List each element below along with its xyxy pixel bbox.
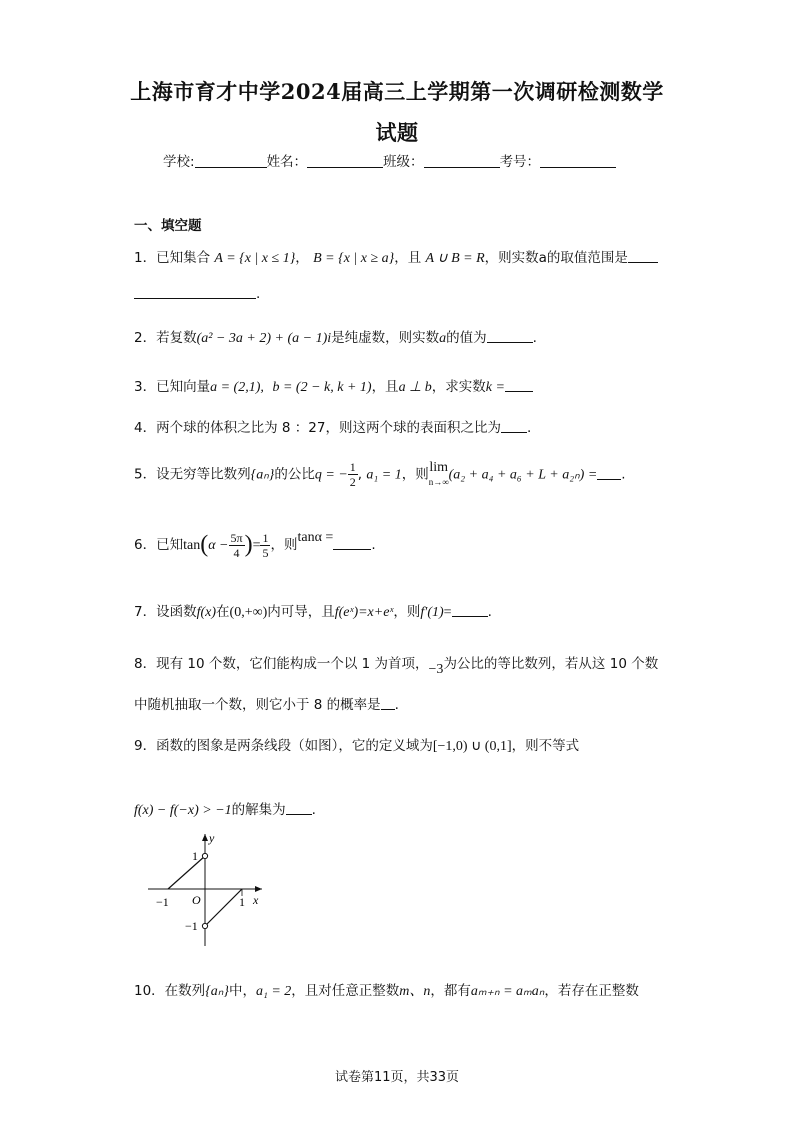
q3-vector-a: a = (2,1), [210,380,264,395]
q9-inequality: f(x) − f(−x) > −1 [134,803,232,818]
tick-label-x-neg: −1 [156,895,169,909]
q2-end: . [532,330,537,346]
question-10 [134,979,639,1000]
q6-answer-blank[interactable] [333,537,371,550]
open-point-top [202,853,207,858]
q2-expr: (a² − 3a + 2) + (a − 1)i [196,331,332,346]
origin-label: O [192,893,201,907]
q1-tail: ，则实数a的取值范围是 [484,250,628,266]
q6-num: 6．已知 [134,537,184,553]
q5-lim [429,461,449,489]
q2-text: 是纯虚数，则实数 [331,330,440,346]
q8-end: . [394,697,399,713]
q2-answer-blank[interactable] [487,330,533,343]
q10-mn: m、n [399,984,431,999]
q8-answer-blank[interactable] [381,697,395,710]
q3-vector-b: b = (2 − k, k + 1) [272,380,372,395]
q7-eq: f(eˣ)=x+eˣ [334,605,394,620]
tick-label-y-neg: −1 [185,919,198,933]
question-7 [134,600,492,621]
q9-line1: 9．函数的图象是两条线段（如图），它的定义域为 [134,738,433,754]
student-info-line [163,150,616,170]
graph-segment-right [205,889,242,926]
question-8-cont [134,693,399,713]
q5-ratio: 的公比 [274,466,315,483]
q3-num: 3．已知向量 [134,379,211,395]
q1-set-a: A = {x | x ≤ 1} [214,251,296,266]
q2-var: a [439,331,447,346]
name-label: 姓名： [266,154,308,170]
exam-no-blank[interactable] [540,153,616,168]
q10-in: 中， [228,983,256,999]
q7-tail: = [443,605,452,620]
q7-end: . [487,604,492,620]
q3-mid: ，且 [371,379,399,395]
q6-frac1 [229,531,245,560]
q4-end: . [526,420,532,436]
question-4 [134,416,531,436]
q7-then: ，则 [393,604,421,620]
q8-line1a: 8．现有 10 个数，它们能构成一个以 1 为首项， [134,656,429,672]
q6-eq: = [252,538,261,553]
q9-domain: [−1,0) ∪ (0,1] [432,739,512,754]
q2-tail: 的值为 [446,330,487,346]
q10-seq: {aₙ} [205,984,229,999]
q8-line2: 中随机抽取一个数，则它小于 8 的概率是 [134,697,381,713]
exam-no-label: 考号： [499,154,541,170]
q6-tan-alpha: tanα = [297,530,334,545]
q5-q: q = − [314,467,348,483]
q6-frac2-num: 1 [262,530,269,545]
q10-num: 10．在数列 [134,983,206,999]
q10-relation: aₘ₊ₙ = aₘaₙ [470,984,545,999]
q4-answer-blank[interactable] [501,420,527,433]
question-6 [134,530,376,560]
question-2 [134,326,537,347]
y-axis-arrow [202,834,208,841]
graph-segment-left [168,856,205,889]
q10-have: ，都有 [430,983,471,999]
q6-paren-open: ( [200,531,209,558]
question-9 [134,734,579,755]
q9-answer-blank[interactable] [286,802,312,815]
page-footer: 试卷第11页，共33页 [334,1070,460,1085]
x-axis-label: x [253,893,259,907]
q10-tail: ，若存在正整数 [544,983,639,999]
x-axis-arrow [255,886,262,892]
q7-diff: 内可导，且 [267,604,335,620]
q7-num: 7．设函数 [134,604,197,620]
q10-text: ，且对任意正整数 [291,983,400,999]
q1-union: A ∪ B = R [425,251,485,266]
function-graph [140,830,270,950]
q3-answer-blank[interactable] [505,379,533,392]
q5-answer-blank[interactable] [597,467,621,480]
q6-frac2-den: 5 [262,545,269,560]
q5-lim-word: lim [429,459,448,475]
q9-line2: 的解集为 [231,802,286,818]
q1-comma: ， [295,250,309,266]
tick-label-y-pos: 1 [192,849,198,863]
q1-set-b: B = {x | x ≥ a} [313,251,395,266]
q5-fraction [348,460,358,489]
q6-frac2 [260,531,270,560]
q6-frac1-num: 5π [230,530,243,545]
q5-then: ，则 [401,466,429,483]
exam-title-line2: 试题 [375,120,419,145]
open-point-bottom [202,923,207,928]
q6-then: ，则 [270,537,298,553]
q5-a1: a₁ = 1 [366,467,402,483]
q7-interval: (0,+∞) [229,605,268,620]
question-9-cont [134,798,316,819]
q5-lim-sub: n→∞ [428,476,449,487]
q9-line1b: ，则不等式 [511,738,580,754]
q8-ratio: −3 [428,662,444,677]
q6-tan: tan [183,538,201,553]
q6-frac1-den: 4 [233,545,240,560]
q3-k: k = [485,380,505,395]
name-blank[interactable] [307,153,383,168]
q4-text: 4．两个球的体积之比为 8 ：27，则这两个球的表面积之比为 [134,420,501,436]
q3-tail: ，求实数 [431,379,486,395]
q7-answer-blank[interactable] [452,604,488,617]
q1-answer-blank-2[interactable] [134,286,256,299]
y-axis-label: y [209,831,215,845]
q6-end: . [371,537,376,553]
q5-frac-num: 1 [349,460,356,474]
q1-cond: ，且 [394,250,422,266]
q5-expr: (a₂ + a₄ + a₆ + L + a₂ₙ) = [448,467,598,483]
class-blank[interactable] [424,153,500,168]
school-blank[interactable] [195,153,267,168]
question-5: 5．设无穷等比数列{aₙ}的公比q = − $\frac{1}{2}$ , a₁ = 1，则 lim n→∞ (a₂ + a₄ + a₆ + L + a₂ₙ) = . [134,459,626,489]
question-1-cont [134,286,260,302]
q6-alpha: α − [208,538,229,553]
q5-num: 5．设无穷等比数列 [134,466,251,483]
q10-a1: a₁ = 2 [255,984,292,999]
q2-num: 2．若复数 [134,330,197,346]
section-heading: 一、填空题 [134,218,202,234]
q9-end: . [311,802,316,818]
question-1 [134,246,658,267]
q7-in: 在 [216,604,230,620]
exam-title-line1: 上海市育才中学2024届高三上学期第一次调研检测数学 [130,79,664,104]
school-label: 学校: [163,154,195,170]
q1-answer-blank[interactable] [628,250,658,263]
question-8 [134,652,658,678]
q5-frac-den: 2 [349,475,356,489]
tick-label-x-pos: 1 [239,895,245,909]
q3-perp: a ⊥ b [398,380,432,395]
q1-end: . [256,286,261,302]
q5-end: . [621,466,626,483]
q8-line1b: 为公比的等比数列，若从这 10 个数 [443,656,659,672]
question-3 [134,375,533,396]
class-label: 班级： [383,154,424,170]
q5-seq: {aₙ} [250,467,275,483]
q6-paren-close: ) [244,531,253,558]
q7-fprime: f′(1) [420,605,444,620]
q1-num: 1．已知集合 [134,250,211,266]
q7-fx: f(x) [196,605,217,620]
